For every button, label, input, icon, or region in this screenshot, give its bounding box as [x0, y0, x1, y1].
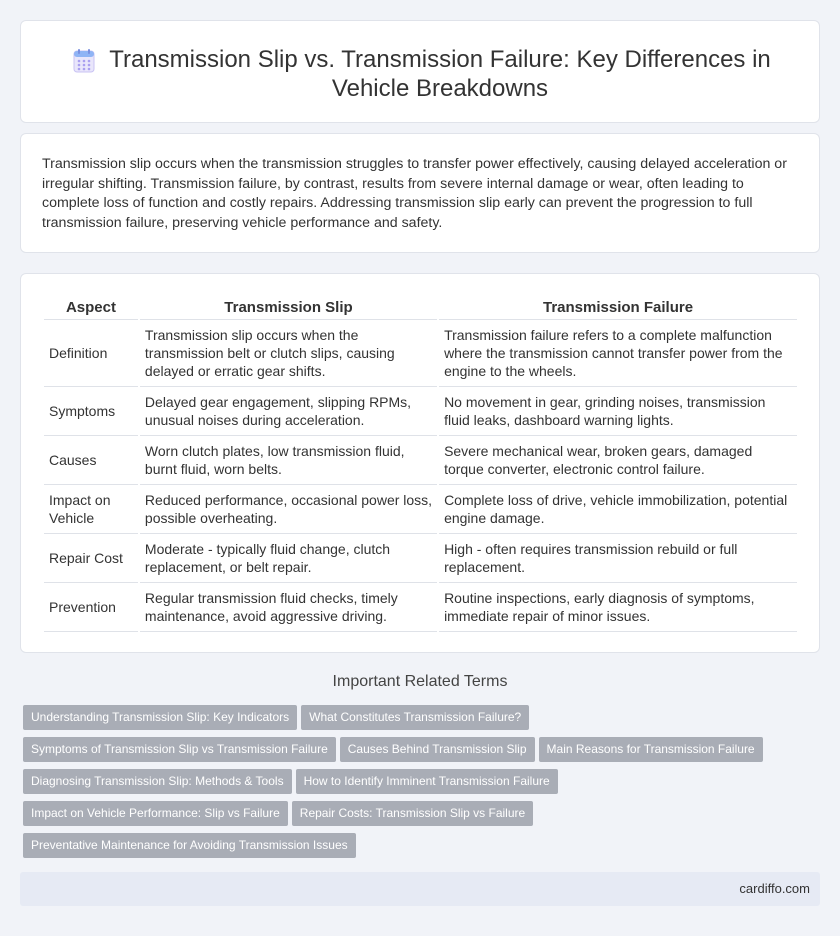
header-transmission-failure: Transmission Failure	[439, 296, 797, 320]
header-transmission-slip: Transmission Slip	[140, 296, 437, 320]
table-row	[44, 436, 797, 485]
table-row	[44, 485, 797, 534]
table-row	[44, 320, 797, 387]
aspect-cell: Causes	[44, 436, 138, 485]
failure-cell: Complete loss of drive, vehicle immobilization, potential engine damage.	[439, 485, 797, 534]
table-header-row	[44, 296, 797, 320]
slip-cell: Moderate - typically fluid change, clutch replacement, or belt repair.	[140, 534, 437, 583]
related-term-link[interactable]: How to Identify Imminent Transmission Failure	[296, 769, 558, 794]
comparison-card	[20, 273, 820, 653]
related-term-link[interactable]: Repair Costs: Transmission Slip vs Failure	[292, 801, 533, 826]
tag-row	[23, 769, 803, 801]
related-term-link[interactable]: Preventative Maintenance for Avoiding Transmission Issues	[23, 833, 356, 858]
related-term-link[interactable]: Diagnosing Transmission Slip: Methods & Tools	[23, 769, 292, 794]
tag-row	[23, 705, 803, 737]
header-card	[20, 20, 820, 123]
tag-row	[23, 833, 803, 865]
aspect-cell: Symptoms	[44, 387, 138, 436]
slip-cell: Regular transmission fluid checks, timely maintenance, avoid aggressive driving.	[140, 583, 437, 632]
footer	[20, 872, 820, 906]
failure-cell: No movement in gear, grinding noises, transmission fluid leaks, dashboard warning lights.	[439, 387, 797, 436]
related-term-link[interactable]: Causes Behind Transmission Slip	[340, 737, 535, 762]
related-term-link[interactable]: Understanding Transmission Slip: Key Indicators	[23, 705, 297, 730]
related-term-link[interactable]: Main Reasons for Transmission Failure	[539, 737, 763, 762]
related-term-link[interactable]: Impact on Vehicle Performance: Slip vs Failure	[23, 801, 288, 826]
tag-row	[23, 737, 803, 769]
related-term-link[interactable]: What Constitutes Transmission Failure?	[301, 705, 529, 730]
footer-site-link[interactable]: cardiffo.com	[739, 881, 810, 896]
failure-cell: Severe mechanical wear, broken gears, damaged torque converter, electronic control failure.	[439, 436, 797, 485]
comparison-table	[42, 296, 799, 632]
title-wrap	[21, 45, 819, 103]
failure-cell: Transmission failure refers to a complete malfunction where the transmission cannot transfer power from the engine to the wheels.	[439, 320, 797, 387]
slip-cell: Worn clutch plates, low transmission fluid, burnt fluid, worn belts.	[140, 436, 437, 485]
calendar-grid-icon	[73, 49, 95, 73]
related-term-link[interactable]: Symptoms of Transmission Slip vs Transmission Failure	[23, 737, 336, 762]
aspect-cell: Definition	[44, 320, 138, 387]
slip-cell: Transmission slip occurs when the transmission belt or clutch slips, causing delayed or erratic gear shifts.	[140, 320, 437, 387]
failure-cell: Routine inspections, early diagnosis of symptoms, immediate repair of minor issues.	[439, 583, 797, 632]
aspect-cell: Impact on Vehicle	[44, 485, 138, 534]
table-row	[44, 534, 797, 583]
intro-paragraph: Transmission slip occurs when the transmission struggles to transfer power effectively, causing delayed acceleration or irregular shifting. Transmission failure, by contrast, results from severe internal damage or wear, often leading to complete loss of function and costly repairs. Addressing transmission slip early can prevent the progression to full transmission failure, preserving vehicle performance and safety.	[42, 156, 787, 231]
intro-card	[20, 133, 820, 253]
aspect-cell: Prevention	[44, 583, 138, 632]
slip-cell: Reduced performance, occasional power loss, possible overheating.	[140, 485, 437, 534]
tag-row	[23, 801, 803, 833]
table-row	[44, 387, 797, 436]
table-row	[44, 583, 797, 632]
aspect-cell: Repair Cost	[44, 534, 138, 583]
slip-cell: Delayed gear engagement, slipping RPMs, unusual noises during acceleration.	[140, 387, 437, 436]
failure-cell: High - often requires transmission rebuild or full replacement.	[439, 534, 797, 583]
page-title: Transmission Slip vs. Transmission Failure: Key Differences in Vehicle Breakdowns	[109, 46, 771, 102]
related-terms-tags	[23, 705, 803, 865]
related-terms-title: Important Related Terms	[332, 673, 508, 690]
header-aspect: Aspect	[44, 296, 138, 320]
